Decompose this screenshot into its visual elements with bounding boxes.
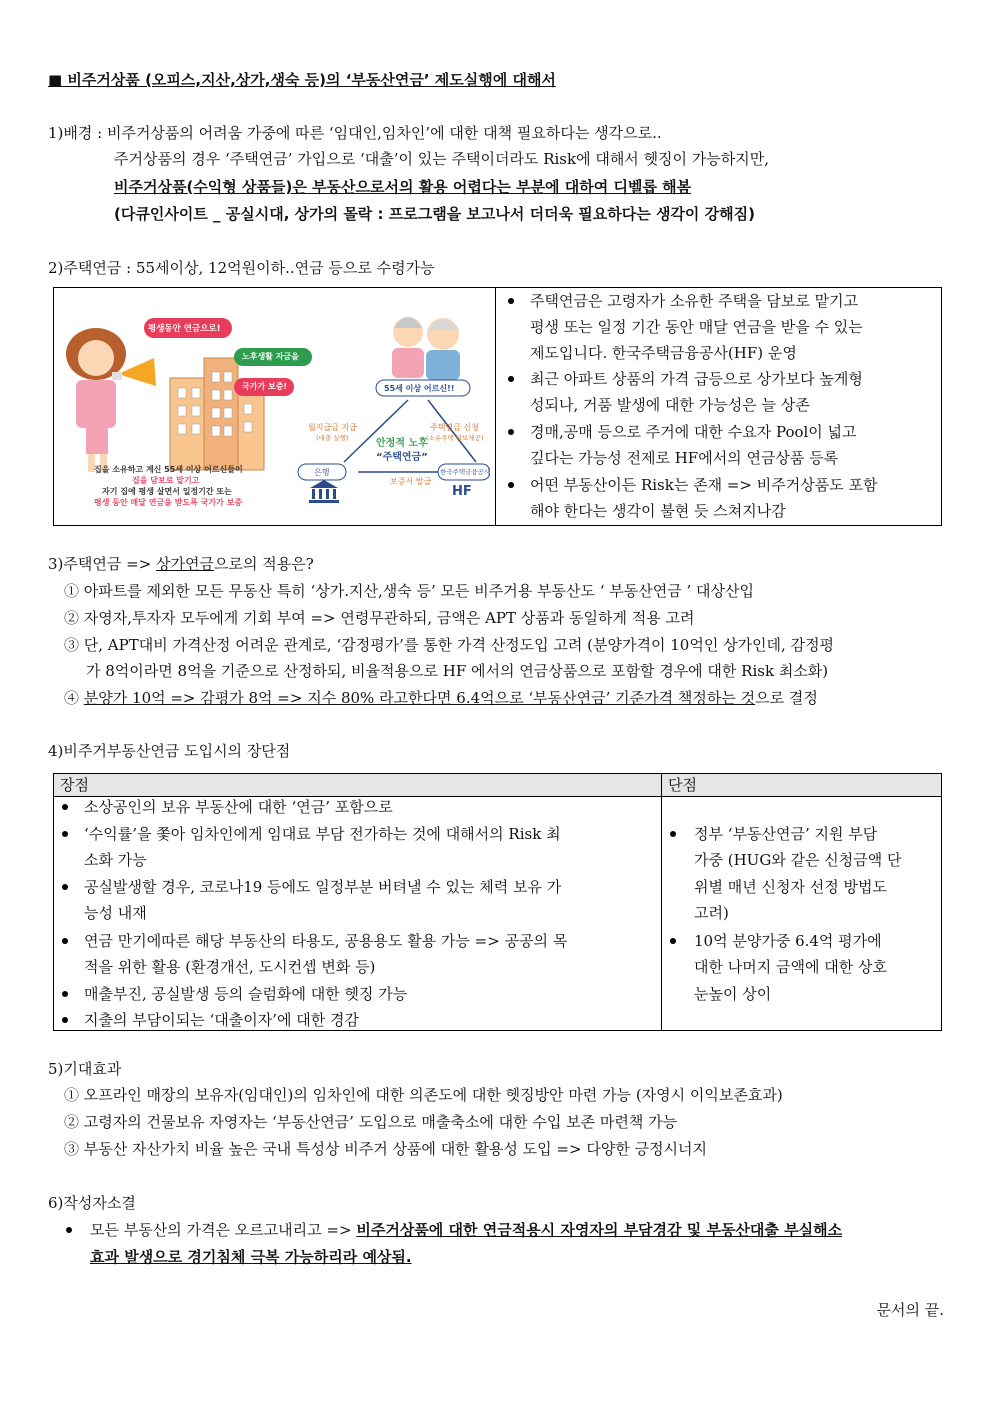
- bubble3: 국가가 보증!: [242, 382, 288, 391]
- s1-line4: (다큐인사이트 _ 공실시대, 상가의 몰락 : 프로그램을 보고나서 더더욱 필요하다는 생각이 강해짐): [114, 205, 755, 223]
- right-arrow-label: 주택연금 신청: [430, 423, 479, 432]
- s3-item1: ① 아파트를 제외한 모든 무동산 특히 ‘상가.지산,생숙 등’ 모든 비주거용 부동산도 ‘ 부동산연금 ’ 대상산입: [64, 582, 754, 600]
- pro4-l1: 연금 만기에따른 해당 부동산의 타용도, 공용용도 활용 가능 => 공공의 목: [84, 932, 568, 950]
- pro5-l1: 매출부진, 공실발생 등의 슬럼화에 대한 헷징 가능: [84, 985, 408, 1003]
- caption4: 평생 동안 매달 연금을 받도록 국가가 보증: [94, 498, 243, 507]
- pros-header: 장점: [60, 776, 89, 794]
- s3-item4-post: 으로 결정: [755, 689, 818, 707]
- s5-item2: ② 고령자의 건물보유 자영자는 ‘부동산연금’ 도입으로 매출축소에 대한 수입 보존 마련책 가능: [64, 1113, 678, 1131]
- pro4-l2: 적을 위한 활용 (환경개선, 도시컨셉 변화 등): [84, 958, 376, 976]
- con2-l2: 대한 나머지 금액에 대한 상호: [694, 958, 887, 976]
- s5-item3: ③ 부동산 자산가치 비율 높은 국내 특성상 비주거 상품에 대한 활용성 도입 => 다양한 긍정시너지: [64, 1140, 708, 1158]
- s6-bullet: [66, 1227, 72, 1233]
- s2-b4-l1: 어떤 부동산이든 Risk는 존재 => 비주거상품도 포함: [530, 476, 878, 494]
- document-end: 문서의 끝.: [876, 1301, 944, 1319]
- s2-heading: 2)주택연금 : 55세이상, 12억원이하..연금 등으로 수령가능: [48, 259, 435, 277]
- pro3-l2: 능성 내재: [84, 904, 147, 922]
- left-arrow-label: 월지급금 지급: [308, 423, 357, 432]
- s1-line3: 비주거상품(수익형 상품들)은 부동산으로서의 활용 어렵다는 부분에 대하여 디벨롭 해봄: [114, 178, 692, 196]
- s2-table: [53, 287, 942, 526]
- right-arrow-sub: (소유주택 담보제공): [426, 434, 484, 442]
- s4-heading: 4)비주거부동산연금 도입시의 장단점: [48, 742, 291, 760]
- elder-label: 55세 이상 어르신!!: [384, 384, 455, 393]
- caption2: 집을 담보로 맡기고: [132, 476, 200, 485]
- con2-l1: 10억 분양가중 6.4억 평가에: [694, 932, 882, 950]
- pro3-l1: 공실발생할 경우, 코로나19 등에도 일정부분 버텨낼 수 있는 체력 보유 가: [84, 878, 562, 896]
- center-label2: “주택연금”: [376, 452, 428, 463]
- s3-heading: [48, 553, 314, 575]
- cons-header: 단점: [668, 776, 697, 794]
- s2-b3-l1: 경매,공매 등으로 주거에 대한 수요자 Pool이 넓고: [530, 423, 857, 441]
- s6-line1: [90, 1219, 842, 1241]
- hf-logo: HF: [452, 484, 472, 499]
- bubble1: 평생동안 연금으로!: [148, 324, 221, 334]
- s3-item4-pre: ④: [64, 689, 84, 707]
- con1-l3: 위별 매년 신청자 선정 방법도: [694, 878, 887, 896]
- con1-l4: 고려): [694, 904, 729, 922]
- s3-heading-underlined: 상가연금: [156, 555, 214, 573]
- s2-b1-l2: 평생 또는 일정 기간 동안 매달 연금을 받을 수 있는: [530, 318, 863, 336]
- s3-item3: ③ 단, APT대비 가격산정 어려운 관계로, ‘감정평가’를 통한 가격 산정도입 고려 (분양가격이 10억인 상가인데, 감정평: [64, 636, 835, 654]
- s2-b1-l1: 주택연금은 고령자가 소유한 주택을 담보로 맡기고: [530, 292, 859, 310]
- s3-item4: [64, 687, 818, 709]
- bottom-arrow-label: 보증서 발급: [390, 477, 432, 486]
- pros-cons-table: [53, 773, 942, 1031]
- con1-l1: 정부 ‘부동산연금’ 지원 부담: [694, 825, 878, 843]
- s3-item2: ② 자영자,투자자 모두에게 기회 부여 => 연령무관하되, 금액은 APT 상품과 동일하게 적용 고려: [64, 609, 695, 627]
- s2-b1-l3: 제도입니다. 한국주택금융공사(HF) 운영: [530, 344, 797, 362]
- s6-pre: 모든 부동산의 가격은 오르고내리고 =>: [90, 1221, 357, 1239]
- s1-line2: 주거상품의 경우 ‘주택연금’ 가입으로 ‘대출’이 있는 주택이더라도 Risk에 대해서 헷징이 가능하지만,: [114, 150, 770, 168]
- s3-item3-cont: 가 8억이라면 8억을 기준으로 산정하되, 비율적용으로 HF 에서의 연금상품으로 포함할 경우에 대한 Risk 최소화): [86, 662, 829, 680]
- s2-b3-l2: 깊다는 가능성 전제로 HF에서의 연금상품 등록: [530, 449, 839, 467]
- caption1: 집을 소유하고 계신 55세 이상 어르신들이: [94, 465, 243, 474]
- bubble2: 노후생활 자금을: [242, 352, 299, 361]
- s6-line2: 효과 발생으로 경기침체 극복 가능하리라 예상됨.: [90, 1248, 412, 1266]
- s6-heading: 6)작성자소결: [48, 1194, 136, 1212]
- s5-heading: 5)기대효과: [48, 1060, 122, 1078]
- left-arrow-sub: (대출 실행): [316, 434, 349, 442]
- pro2-l1: ‘수익률’을 쫓아 임차인에게 임대료 부담 전가하는 것에 대해서의 Risk 최: [84, 825, 561, 843]
- housing-pension-illustration: [58, 292, 490, 520]
- s2-b2-l2: 성되나, 거품 발생에 대한 가능성은 늘 상존: [530, 396, 810, 414]
- s5-item1: ① 오프라인 매장의 보유자(임대인)의 임차인에 대한 의존도에 대한 헷징방안 마련 가능 (자영시 이익보존효과): [64, 1086, 783, 1104]
- caption3: 자기 집에 평생 살면서 일정기간 또는: [102, 487, 232, 496]
- s6-bold1: 비주거상품에 대한 연금적용시 자영자의 부담경감 및 부동산대출 부실해소: [356, 1221, 843, 1239]
- pro6-l1: 지출의 부담이되는 ‘대출이자’에 대한 경감: [84, 1011, 359, 1029]
- bank-label: 은행: [314, 468, 330, 477]
- center-label1: 안정적 노후: [376, 438, 428, 449]
- hf-label: 한국주택금융공사: [440, 468, 490, 476]
- s3-heading-post: 으로의 적용은?: [214, 555, 314, 573]
- document-title: ■ 비주거상품 (오피스,지산,상가,생숙 등)의 ‘부동산연금’ 제도실행에 대해서: [48, 71, 556, 89]
- pro2-l2: 소화 가능: [84, 851, 147, 869]
- s3-heading-pre: 3)주택연금 =>: [48, 555, 157, 573]
- con2-l3: 눈높이 상이: [694, 985, 772, 1003]
- s3-item4-underlined: 분양가 10억 => 감평가 8억 => 지수 80% 라고한다면 6.4억으로 ‘부동산연금’ 기준가격 책정하는 것: [83, 689, 756, 707]
- s1-line1: 1)배경 : 비주거상품의 어려움 가중에 따른 ‘임대인,임차인’에 대한 대책 필요하다는 생각으로..: [48, 124, 662, 142]
- pro1-l1: 소상공인의 보유 부동산에 대한 ‘연금’ 포함으로: [84, 798, 393, 816]
- s2-b4-l2: 해야 한다는 생각이 불현 듯 스쳐지나감: [530, 502, 786, 520]
- s2-b2-l1: 최근 아파트 상품의 가격 급등으로 상가보다 높게형: [530, 370, 863, 388]
- con1-l2: 가중 (HUG와 같은 신청금액 단: [694, 851, 902, 869]
